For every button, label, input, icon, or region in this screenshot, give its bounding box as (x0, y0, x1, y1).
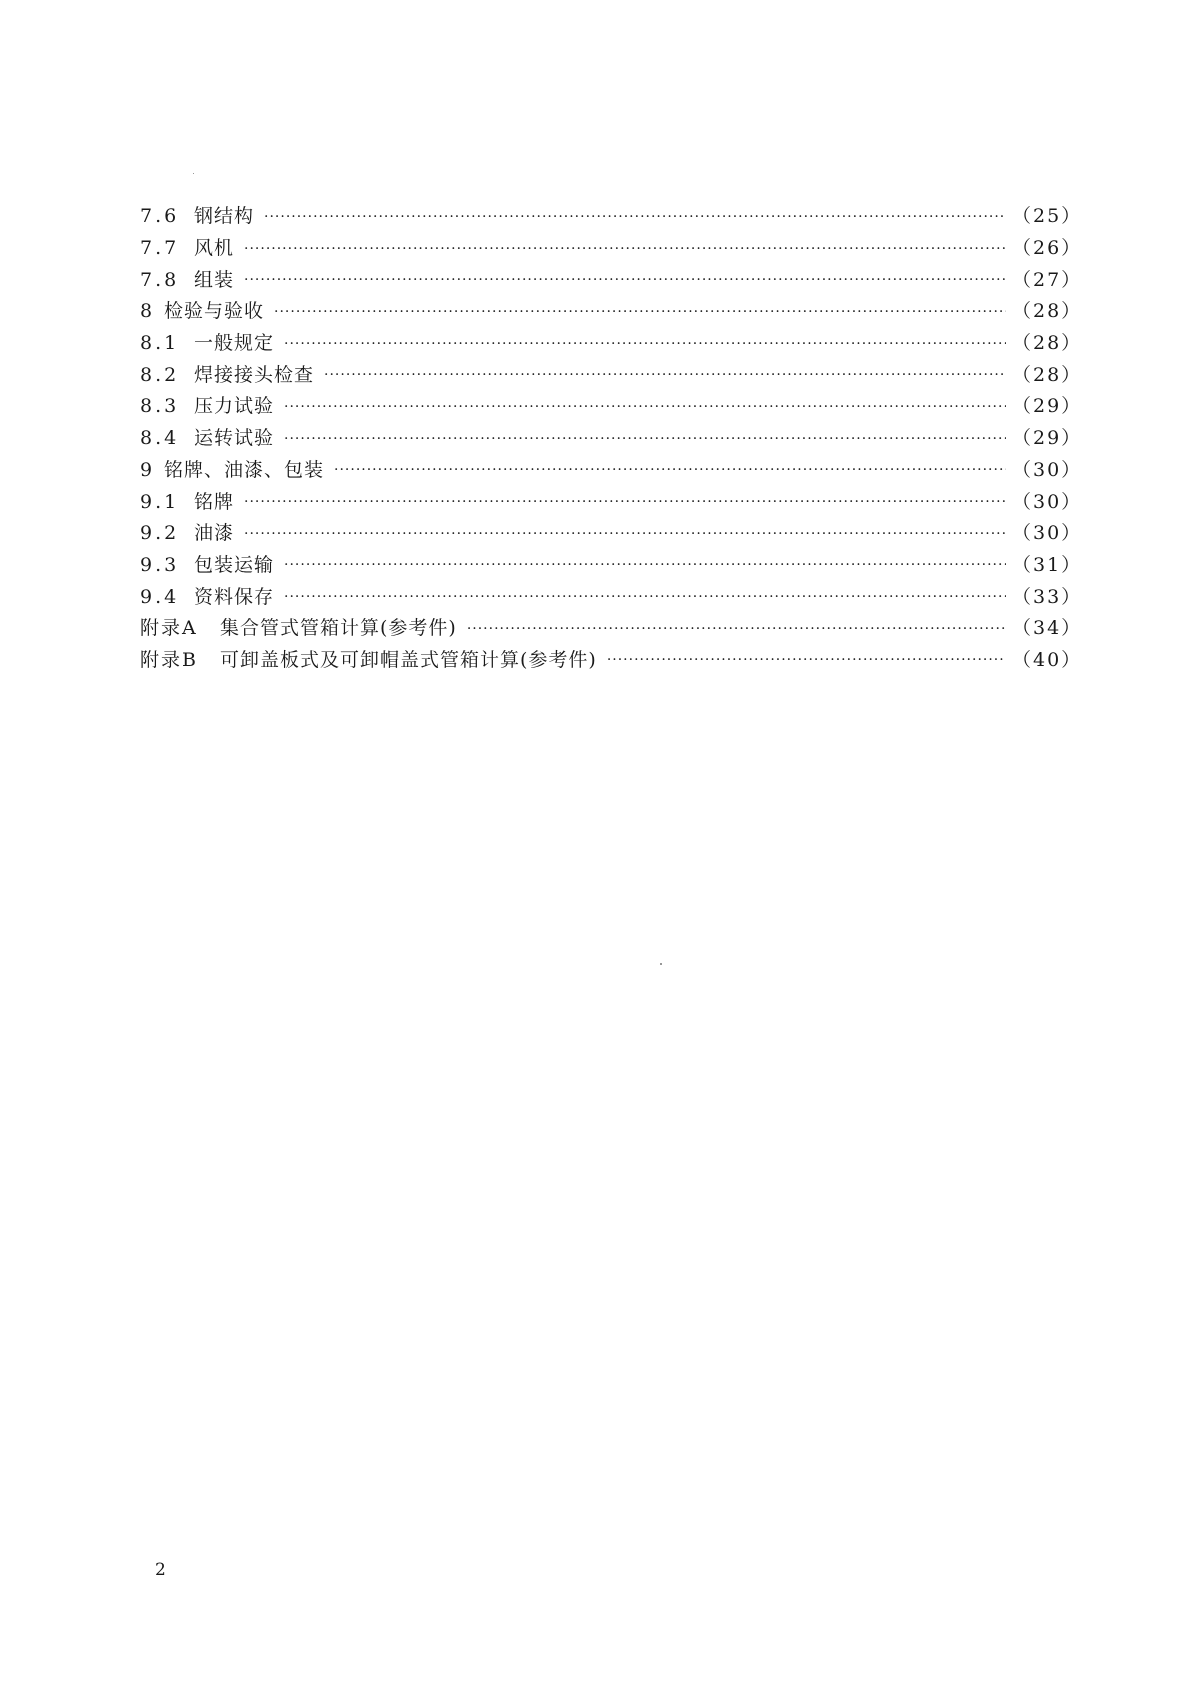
dot-leader (284, 337, 1006, 351)
toc-entry-title: 资料保存 (194, 585, 275, 608)
dot-leader (264, 210, 1006, 224)
toc-entry-number: 9.3 (140, 553, 180, 576)
toc-entry[interactable] (140, 391, 1083, 423)
toc-entry[interactable] (140, 328, 1083, 360)
toc-entry-number: 9.2 (140, 522, 180, 545)
toc-entry-number: 9.1 (140, 490, 180, 513)
toc-entry-page: （31） (1012, 553, 1083, 576)
toc-entry-page: （30） (1012, 458, 1083, 481)
toc-entry-page: （40） (1012, 648, 1083, 671)
toc-entry-title: 组装 (194, 268, 235, 291)
dot-leader (467, 622, 1006, 636)
toc-entry-title: 检验与验收 (164, 300, 265, 323)
toc-entry[interactable] (140, 233, 1083, 265)
toc-entry-title: 铭牌 (194, 490, 235, 513)
toc-entry-number: 9.4 (140, 585, 180, 608)
toc-entry-number: 8.1 (140, 332, 180, 355)
table-of-contents (140, 201, 1083, 676)
toc-entry[interactable] (140, 264, 1083, 296)
scan-speck (660, 963, 662, 965)
toc-entry[interactable] (140, 550, 1083, 582)
scan-speck (193, 173, 194, 174)
toc-entry-title: 焊接接头检查 (194, 363, 315, 386)
dot-leader (274, 305, 1006, 319)
page-number: 2 (155, 1560, 166, 1580)
toc-entry[interactable] (140, 581, 1083, 613)
toc-entry-number: 附录B (140, 648, 198, 671)
toc-entry[interactable] (140, 359, 1083, 391)
dot-leader (244, 495, 1006, 509)
toc-entry-page: （28） (1012, 363, 1083, 386)
toc-entry-number: 8.3 (140, 395, 180, 418)
toc-entry-number: 9 (140, 458, 156, 481)
dot-leader (284, 590, 1006, 604)
dot-leader (334, 463, 1006, 477)
toc-entry-number: 附录A (140, 617, 198, 640)
toc-entry[interactable] (140, 201, 1083, 233)
toc-entry-title: 包装运输 (194, 553, 275, 576)
toc-entry-title: 可卸盖板式及可卸帽盖式管箱计算(参考件) (220, 648, 597, 671)
toc-entry[interactable] (140, 518, 1083, 550)
toc-entry-number: 8.2 (140, 363, 180, 386)
toc-entry[interactable] (140, 613, 1083, 645)
dot-leader (607, 653, 1006, 667)
toc-entry-number: 7.6 (140, 205, 180, 228)
toc-entry[interactable] (140, 423, 1083, 455)
toc-entry-page: （28） (1012, 300, 1083, 323)
dot-leader (244, 273, 1006, 287)
toc-entry-title: 油漆 (194, 522, 235, 545)
toc-entry-number: 8 (140, 300, 156, 323)
toc-entry-title: 压力试验 (194, 395, 275, 418)
toc-entry-number: 7.7 (140, 237, 180, 260)
dot-leader (284, 558, 1006, 572)
toc-entry[interactable] (140, 455, 1083, 487)
dot-leader (324, 368, 1006, 382)
toc-entry-page: （25） (1012, 205, 1083, 228)
toc-entry[interactable] (140, 296, 1083, 328)
toc-entry-title: 风机 (194, 237, 235, 260)
toc-entry-number: 8.4 (140, 427, 180, 450)
toc-entry-page: （30） (1012, 522, 1083, 545)
toc-entry-page: （33） (1012, 585, 1083, 608)
toc-entry-number: 7.8 (140, 268, 180, 291)
toc-entry-page: （26） (1012, 237, 1083, 260)
toc-entry-page: （28） (1012, 332, 1083, 355)
toc-entry-page: （30） (1012, 490, 1083, 513)
dot-leader (244, 527, 1006, 541)
toc-entry-page: （29） (1012, 427, 1083, 450)
toc-entry-title: 运转试验 (194, 427, 275, 450)
toc-entry-title: 钢结构 (194, 205, 255, 228)
toc-entry-page: （34） (1012, 617, 1083, 640)
toc-entry[interactable] (140, 645, 1083, 677)
dot-leader (284, 400, 1006, 414)
toc-entry-page: （27） (1012, 268, 1083, 291)
dot-leader (244, 242, 1006, 256)
toc-entry-title: 铭牌、油漆、包装 (164, 458, 325, 481)
toc-entry-title: 集合管式管箱计算(参考件) (220, 617, 457, 640)
toc-entry-page: （29） (1012, 395, 1083, 418)
dot-leader (284, 432, 1006, 446)
toc-entry-title: 一般规定 (194, 332, 275, 355)
toc-entry[interactable] (140, 486, 1083, 518)
